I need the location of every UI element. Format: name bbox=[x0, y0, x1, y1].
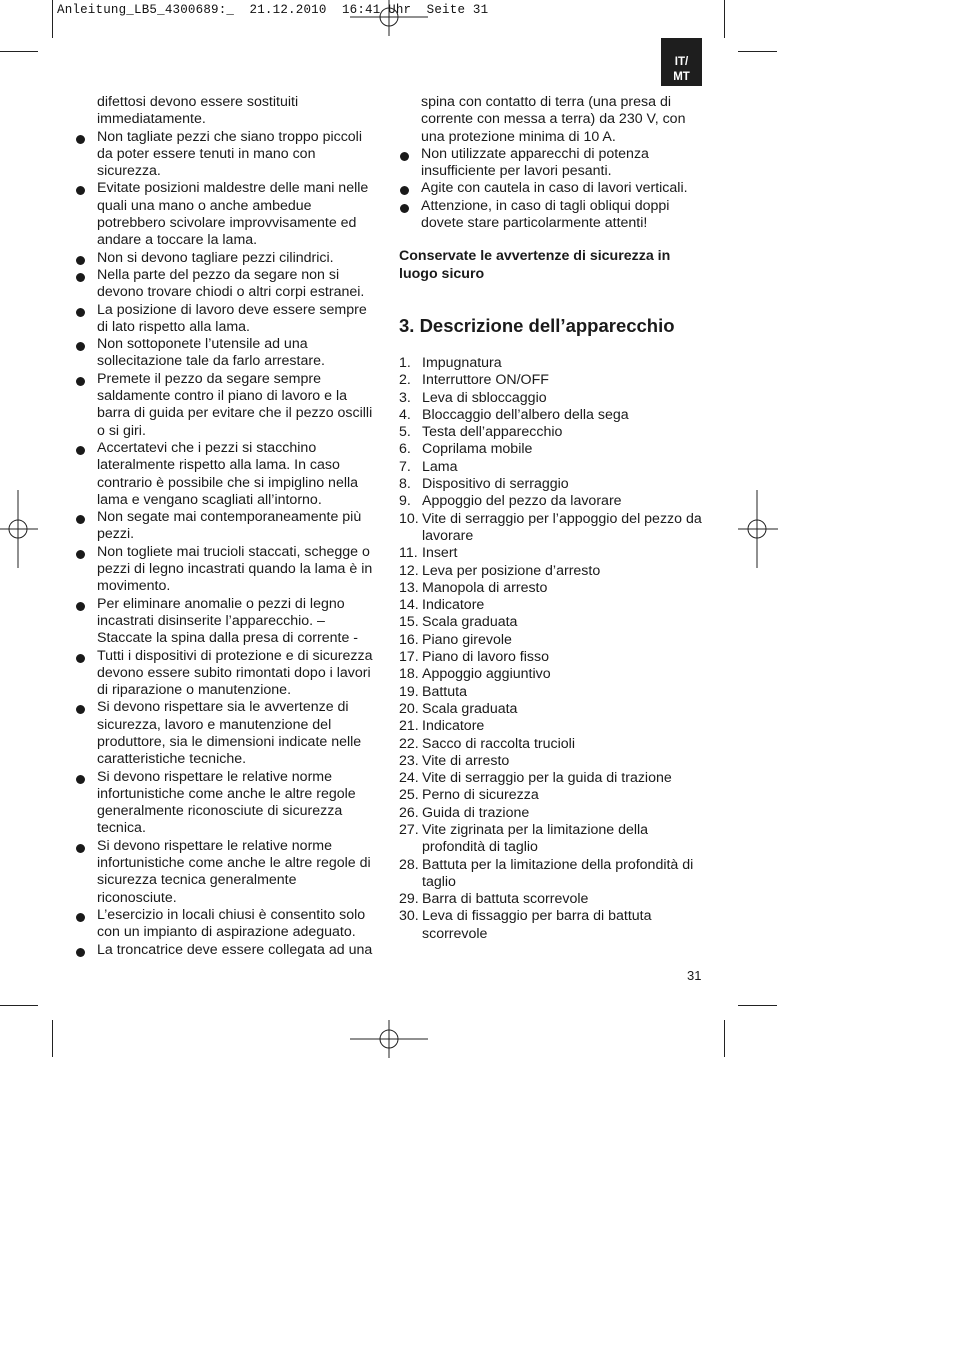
language-tab bbox=[661, 38, 702, 86]
page-number: 31 bbox=[687, 968, 702, 983]
parts-list-item: 9. Appoggio del pezzo da lavorare bbox=[399, 493, 622, 510]
list-item: Per eliminare anomalie o pezzi di legno incastrati disinserite l’apparecchio. – Staccate la spina dalla presa di corrente - bbox=[75, 596, 380, 648]
parts-list-item: 2. Interruttore ON/OFF bbox=[399, 372, 549, 389]
safety-bullet-list bbox=[75, 129, 380, 959]
registration-mark-right bbox=[738, 490, 778, 568]
parts-list-item: 17. Piano di lavoro fisso bbox=[399, 649, 549, 666]
parts-list-item: 27. Vite zigrinata per la limitazione della profondità di taglio bbox=[399, 821, 649, 856]
list-item: Tutti i dispositivi di protezione e di sicurezza devono essere subito rimontati dopo i lavori di riparazione o manutenzione. bbox=[75, 648, 380, 700]
list-item: Nella parte del pezzo da segare non si devono trovare chiodi o altri corpi estranei. bbox=[75, 267, 380, 302]
parts-list-item: 22. Sacco di raccolta trucioli bbox=[399, 735, 575, 752]
parts-list-item: 5. Testa dell’apparecchio bbox=[399, 424, 563, 441]
parts-list-item: 16. Piano girevole bbox=[399, 631, 512, 648]
list-item: Accertatevi che i pezzi si stacchino lateralmente rispetto alla lama. In caso contrario è possibile che si impiglino nella lama e vengano scagliati all’intorno. bbox=[75, 440, 380, 509]
continued-text: spina con contatto di terra (una presa di corrente con messa a terra) da 230 V, con una protezione minima di 10 A. bbox=[421, 94, 686, 145]
safety-note: Conservate le avvertenze di sicurezza in luogo sicuro bbox=[399, 248, 671, 282]
parts-list-item: 4. Bloccaggio dell’albero della sega bbox=[399, 406, 629, 423]
registration-mark-bottom bbox=[350, 1020, 428, 1058]
list-item: Evitate posizioni maldestre delle mani nelle quali una mano o anche ambedue potrebbero scivolare improvvisamente ed andare a toccare la lama. bbox=[75, 180, 380, 249]
parts-list-item: 20. Scala graduata bbox=[399, 700, 518, 717]
list-item: Non sottoponete l’utensile ad una sollecitazione tale da farlo arrestare. bbox=[75, 336, 380, 371]
list-item: Agite con cautela in caso di lavori verticali. bbox=[399, 180, 704, 197]
parts-list-item: 25. Perno di sicurezza bbox=[399, 787, 539, 804]
list-item: Premete il pezzo da segare sempre saldamente contro il piano di lavoro e la barra di guida per evitare che il pezzo oscilli o si giri. bbox=[75, 371, 380, 440]
parts-list-item: 28. Battuta per la limitazione della profondità di taglio bbox=[399, 856, 694, 890]
parts-list bbox=[399, 355, 704, 943]
list-item: La troncatrice deve essere collegata ad una bbox=[75, 942, 380, 959]
list-item: Attenzione, in caso di tagli obliqui doppi dovete stare particolarmente attenti! bbox=[399, 198, 704, 233]
list-item: La posizione di lavoro deve essere sempre di lato rispetto alla lama. bbox=[75, 302, 380, 337]
section-title: 3. Descrizione dell’apparecchio bbox=[399, 314, 675, 336]
parts-list-item: 19. Battuta bbox=[399, 683, 467, 700]
print-slug: Anleitung_LB5_4300689:_ 21.12.2010 16:41 Uhr Seite 31 bbox=[57, 3, 489, 17]
list-item: Non togliete mai trucioli staccati, schegge o pezzi di legno incastrati quando la lama è in movimento. bbox=[75, 544, 380, 596]
language-tab-line1: IT/ bbox=[674, 56, 689, 68]
registration-mark-left bbox=[0, 490, 38, 568]
list-item: Non utilizzate apparecchi di potenza insufficiente per lavori pesanti. bbox=[399, 146, 704, 181]
list-item: L’esercizio in locali chiusi è consentito solo con un impianto di aspirazione adeguato. bbox=[75, 907, 380, 942]
list-item: Non si devono tagliare pezzi cilindrici. bbox=[75, 250, 380, 267]
safety-bullet-list bbox=[399, 146, 704, 232]
parts-list-item: 1. Impugnatura bbox=[399, 354, 502, 371]
parts-list-item: 15. Scala graduata bbox=[399, 614, 518, 631]
parts-list-item: 29. Barra di battuta scorrevole bbox=[399, 891, 589, 908]
parts-list-item: 7. Lama bbox=[399, 458, 458, 475]
parts-list-item: 11. Insert bbox=[399, 545, 458, 562]
parts-list-item: 12. Leva per posizione d’arresto bbox=[399, 562, 601, 579]
language-tab-line2: MT bbox=[673, 71, 690, 83]
parts-list-item: 10. Vite di serraggio per l’appoggio del pezzo da lavorare bbox=[399, 510, 702, 544]
parts-list-item: 14. Indicatore bbox=[399, 597, 485, 614]
parts-list-item: 26. Guida di trazione bbox=[399, 804, 530, 821]
right-column bbox=[399, 94, 704, 943]
parts-list-item: 6. Coprilama mobile bbox=[399, 441, 533, 458]
list-item: Si devono rispettare le relative norme infortunistiche come anche le altre regole di sicurezza tecnica generalmente riconosciute. bbox=[75, 838, 380, 907]
list-item: Non tagliate pezzi che siano troppo piccoli da poter essere tenuti in mano con sicurezza. bbox=[75, 129, 380, 181]
parts-list-item: 30. Leva di fissaggio per barra di battuta scorrevole bbox=[399, 908, 652, 942]
parts-list-item: 21. Indicatore bbox=[399, 718, 485, 735]
list-item: Si devono rispettare le relative norme infortunistiche come anche le altre regole generalmente riconosciute di sicurezza tecnica. bbox=[75, 769, 380, 838]
list-item: Si devono rispettare sia le avvertenze di sicurezza, lavoro e manutenzione del produttore, sia le dimensioni indicate nelle caratteristiche tecniche. bbox=[75, 699, 380, 768]
parts-list-item: 18. Appoggio aggiuntivo bbox=[399, 666, 551, 683]
list-item: Non segate mai contemporaneamente più pezzi. bbox=[75, 509, 380, 544]
registration-mark-top bbox=[350, 0, 428, 36]
parts-list-item: 24. Vite di serraggio per la guida di trazione bbox=[399, 770, 672, 787]
left-column bbox=[75, 94, 380, 959]
parts-list-item: 3. Leva di sbloccaggio bbox=[399, 389, 547, 406]
parts-list-item: 13. Manopola di arresto bbox=[399, 579, 548, 596]
parts-list-item: 8. Dispositivo di serraggio bbox=[399, 476, 569, 493]
continued-text: difettosi devono essere sostituiti immediatamente. bbox=[97, 94, 299, 128]
parts-list-item: 23. Vite di arresto bbox=[399, 752, 510, 769]
